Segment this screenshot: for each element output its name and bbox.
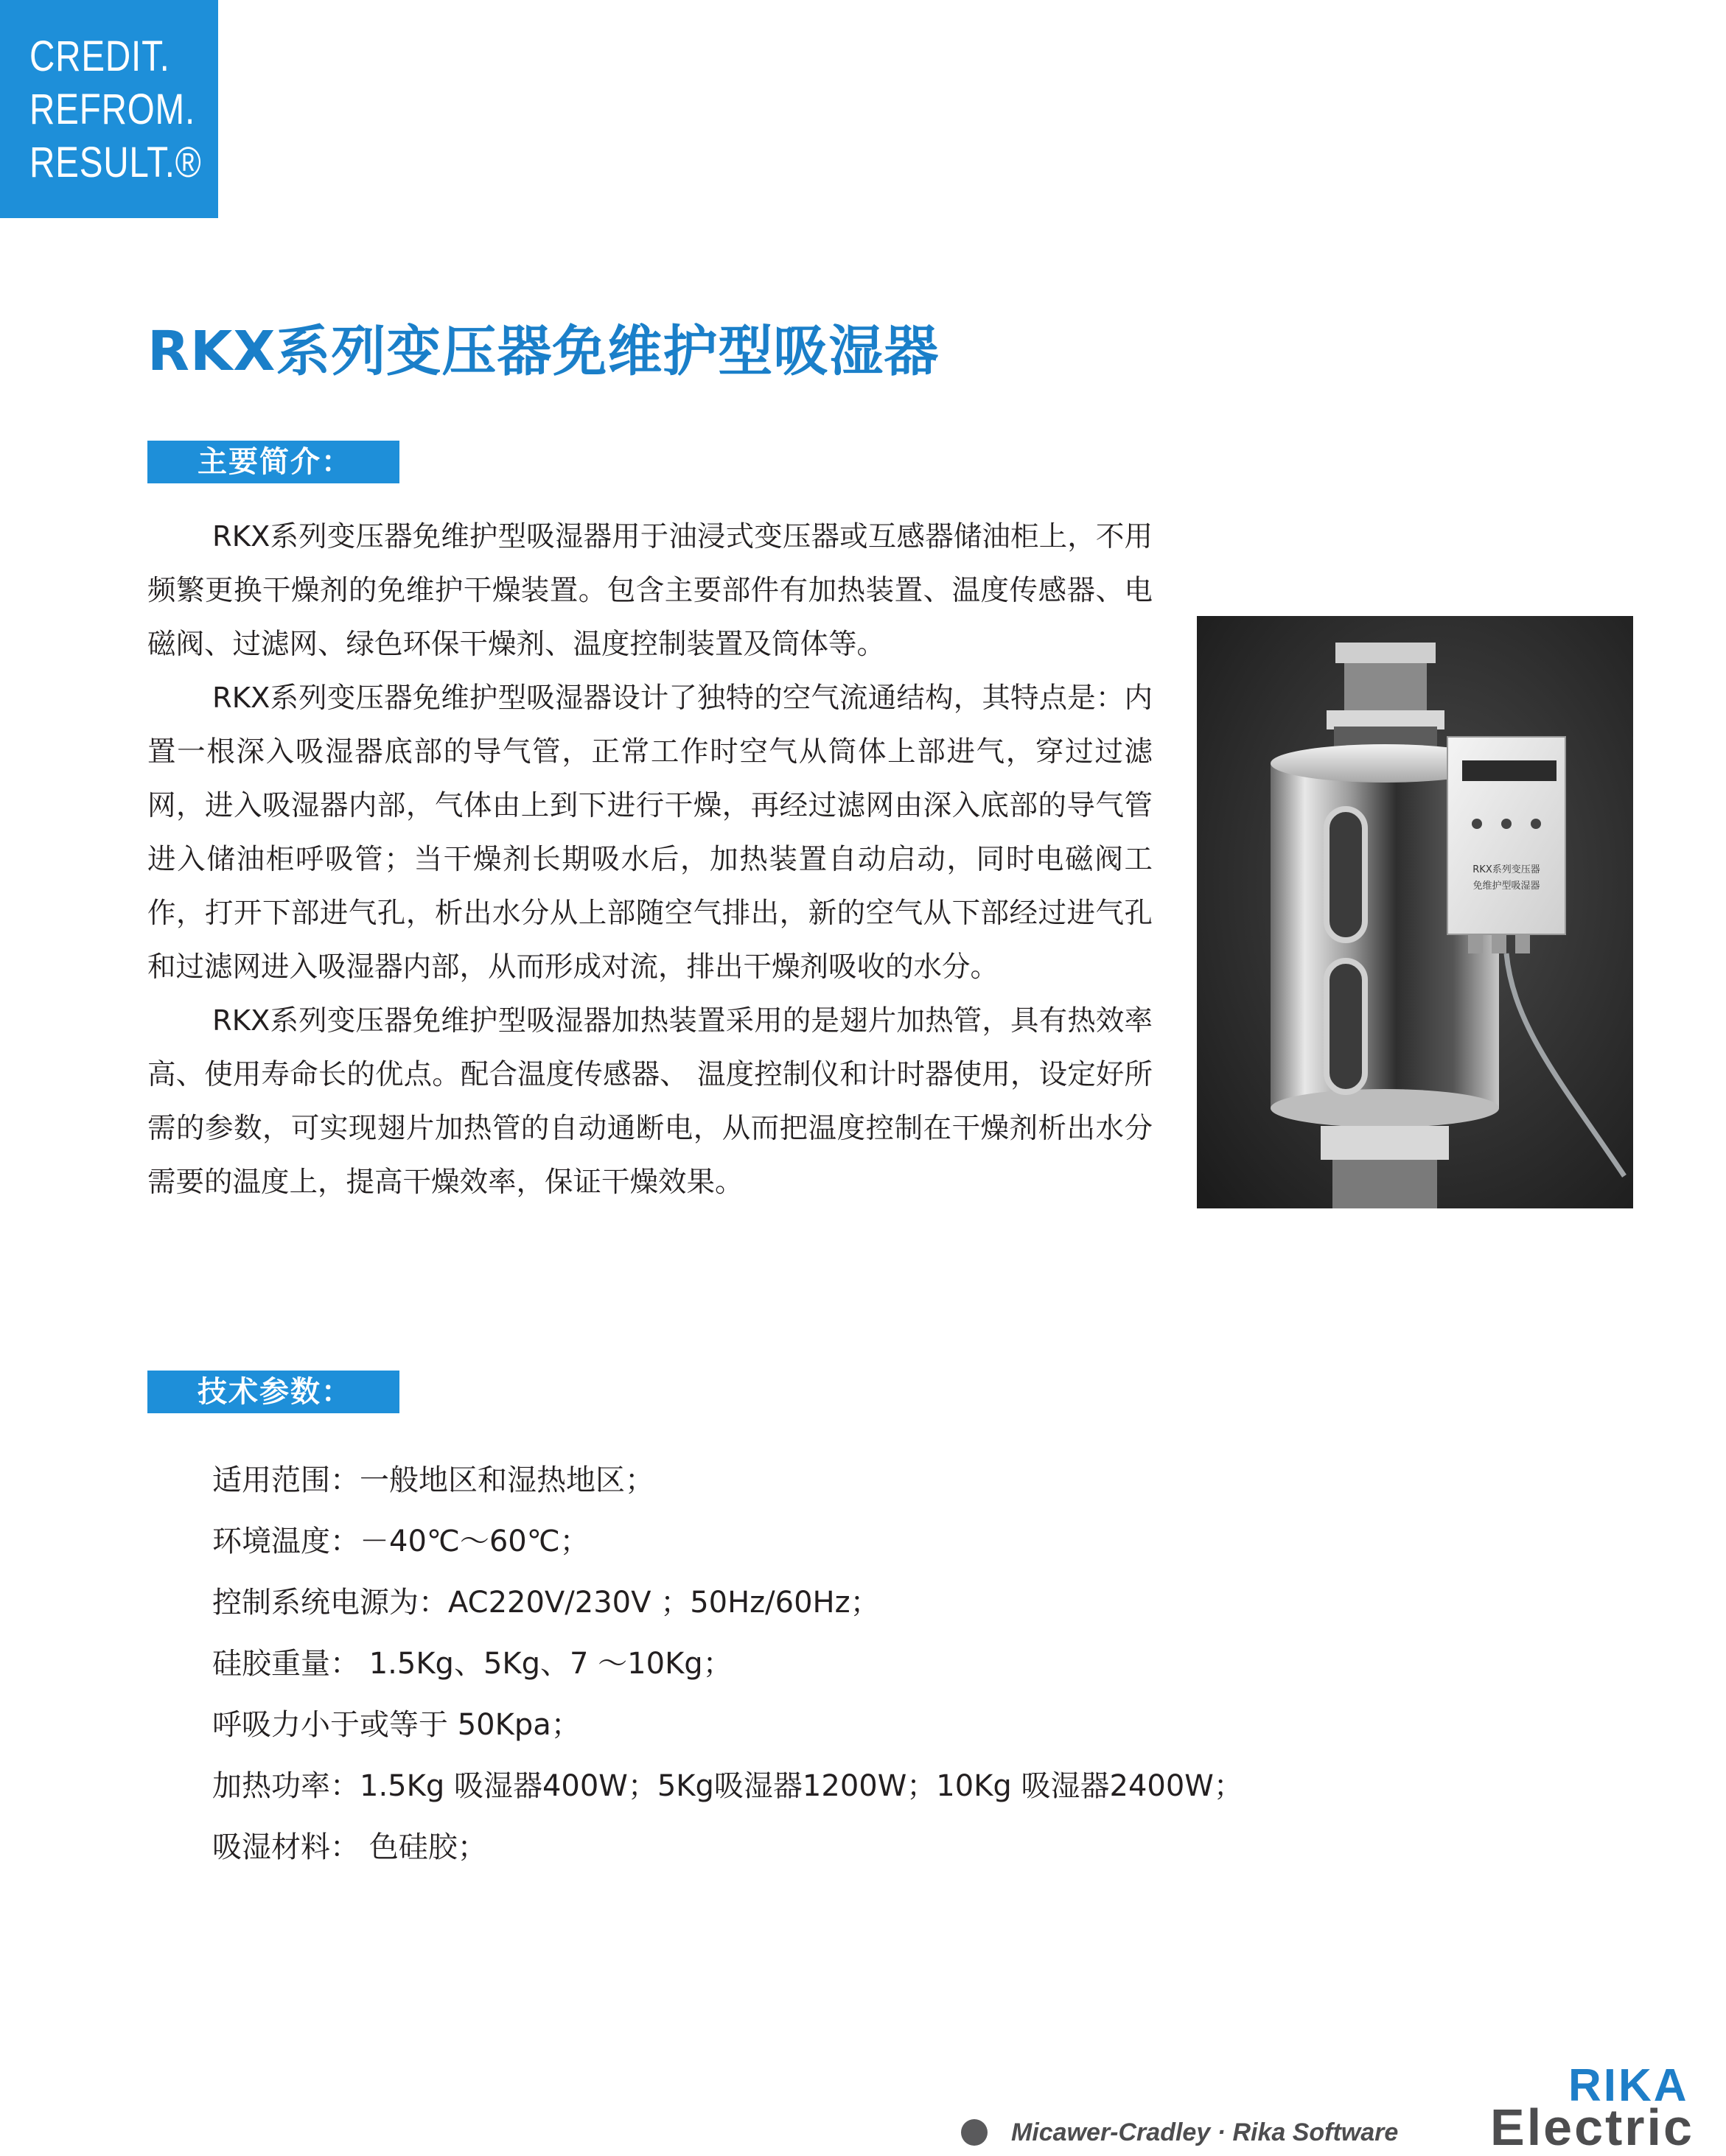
spec-item: 控制系统电源为：AC220V/230V ；50Hz/60Hz； — [212, 1586, 880, 1620]
footer-brand-line: Micawer-Cradley · Rika Software — [1011, 2118, 1399, 2146]
spec-item: 加热功率：1.5Kg 吸湿器400W；5Kg吸湿器1200W；10Kg 吸湿器2400W； — [212, 1769, 1243, 1803]
badge-line-credit: CREDIT. — [29, 32, 170, 80]
brand-badge — [0, 0, 218, 218]
section-label-intro: 主要简介： — [147, 441, 399, 483]
intro-paragraph: RKX系列变压器免维护型吸湿器设计了独特的空气流通结构，其特点是：内置一根深入吸湿器底部的导气管，正常工作时空气从筒体上部进气，穿过过滤网，进入吸湿器内部，气体由上到下进行干燥，再经过滤网由深入底部的导气管进入储油柜呼吸管；当干燥剂长期吸水后，加热装置自动启动，同时电磁阀工作，打开下部进气孔，析出水分从上部随空气排出，新的空气从下部经过进气孔和过滤网进入吸湿器内部，从而形成对流，排出干燥剂吸收的水分。 — [147, 682, 1153, 984]
panel-label-line-2: 免维护型吸湿器 — [1472, 881, 1540, 892]
product-photo — [1197, 616, 1633, 1208]
dehumidifier-illustration — [1197, 616, 1633, 1208]
spec-item: 适用范围：一般地区和湿热地区； — [212, 1463, 654, 1497]
rika-logo-top: RIKA — [1568, 2060, 1689, 2111]
panel-label-line-1: RKX系列变压器 — [1472, 864, 1540, 875]
spec-item: 吸湿材料： 色硅胶； — [212, 1830, 487, 1864]
badge-line-result: RESULT.® — [29, 139, 202, 186]
badge-line-refrom: REFROM. — [29, 85, 196, 133]
spec-item: 环境温度：－40℃～60℃； — [212, 1525, 590, 1558]
spec-item: 硅胶重量： 1.5Kg、5Kg、7 ～10Kg； — [212, 1647, 733, 1681]
mc-logo-icon — [961, 2119, 988, 2146]
intro-text — [147, 510, 1153, 1209]
section-label-specs: 技术参数： — [147, 1371, 399, 1413]
rika-logo-bottom: Electric — [1490, 2099, 1694, 2156]
spec-list — [212, 1450, 1243, 1878]
intro-paragraph: RKX系列变压器免维护型吸湿器加热装置采用的是翅片加热管，具有热效率高、使用寿命长的优点。配合温度传感器、 温度控制仪和计时器使用，设定好所需的参数，可实现翅片加热管的自动通断电，从而把温度控制在干燥剂析出水分需要的温度上，提高干燥效率，保证干燥效果。 — [147, 1004, 1153, 1199]
page-title: RKX系列变压器免维护型吸湿器 — [147, 320, 940, 383]
spec-item: 呼吸力小于或等于 50Kpa； — [212, 1708, 581, 1742]
intro-paragraph: RKX系列变压器免维护型吸湿器用于油浸式变压器或互感器储油柜上，不用频繁更换干燥剂的免维护干燥装置。包含主要部件有加热装置、温度传感器、电磁阀、过滤网、绿色环保干燥剂、温度控制装置及筒体等。 — [147, 520, 1153, 661]
